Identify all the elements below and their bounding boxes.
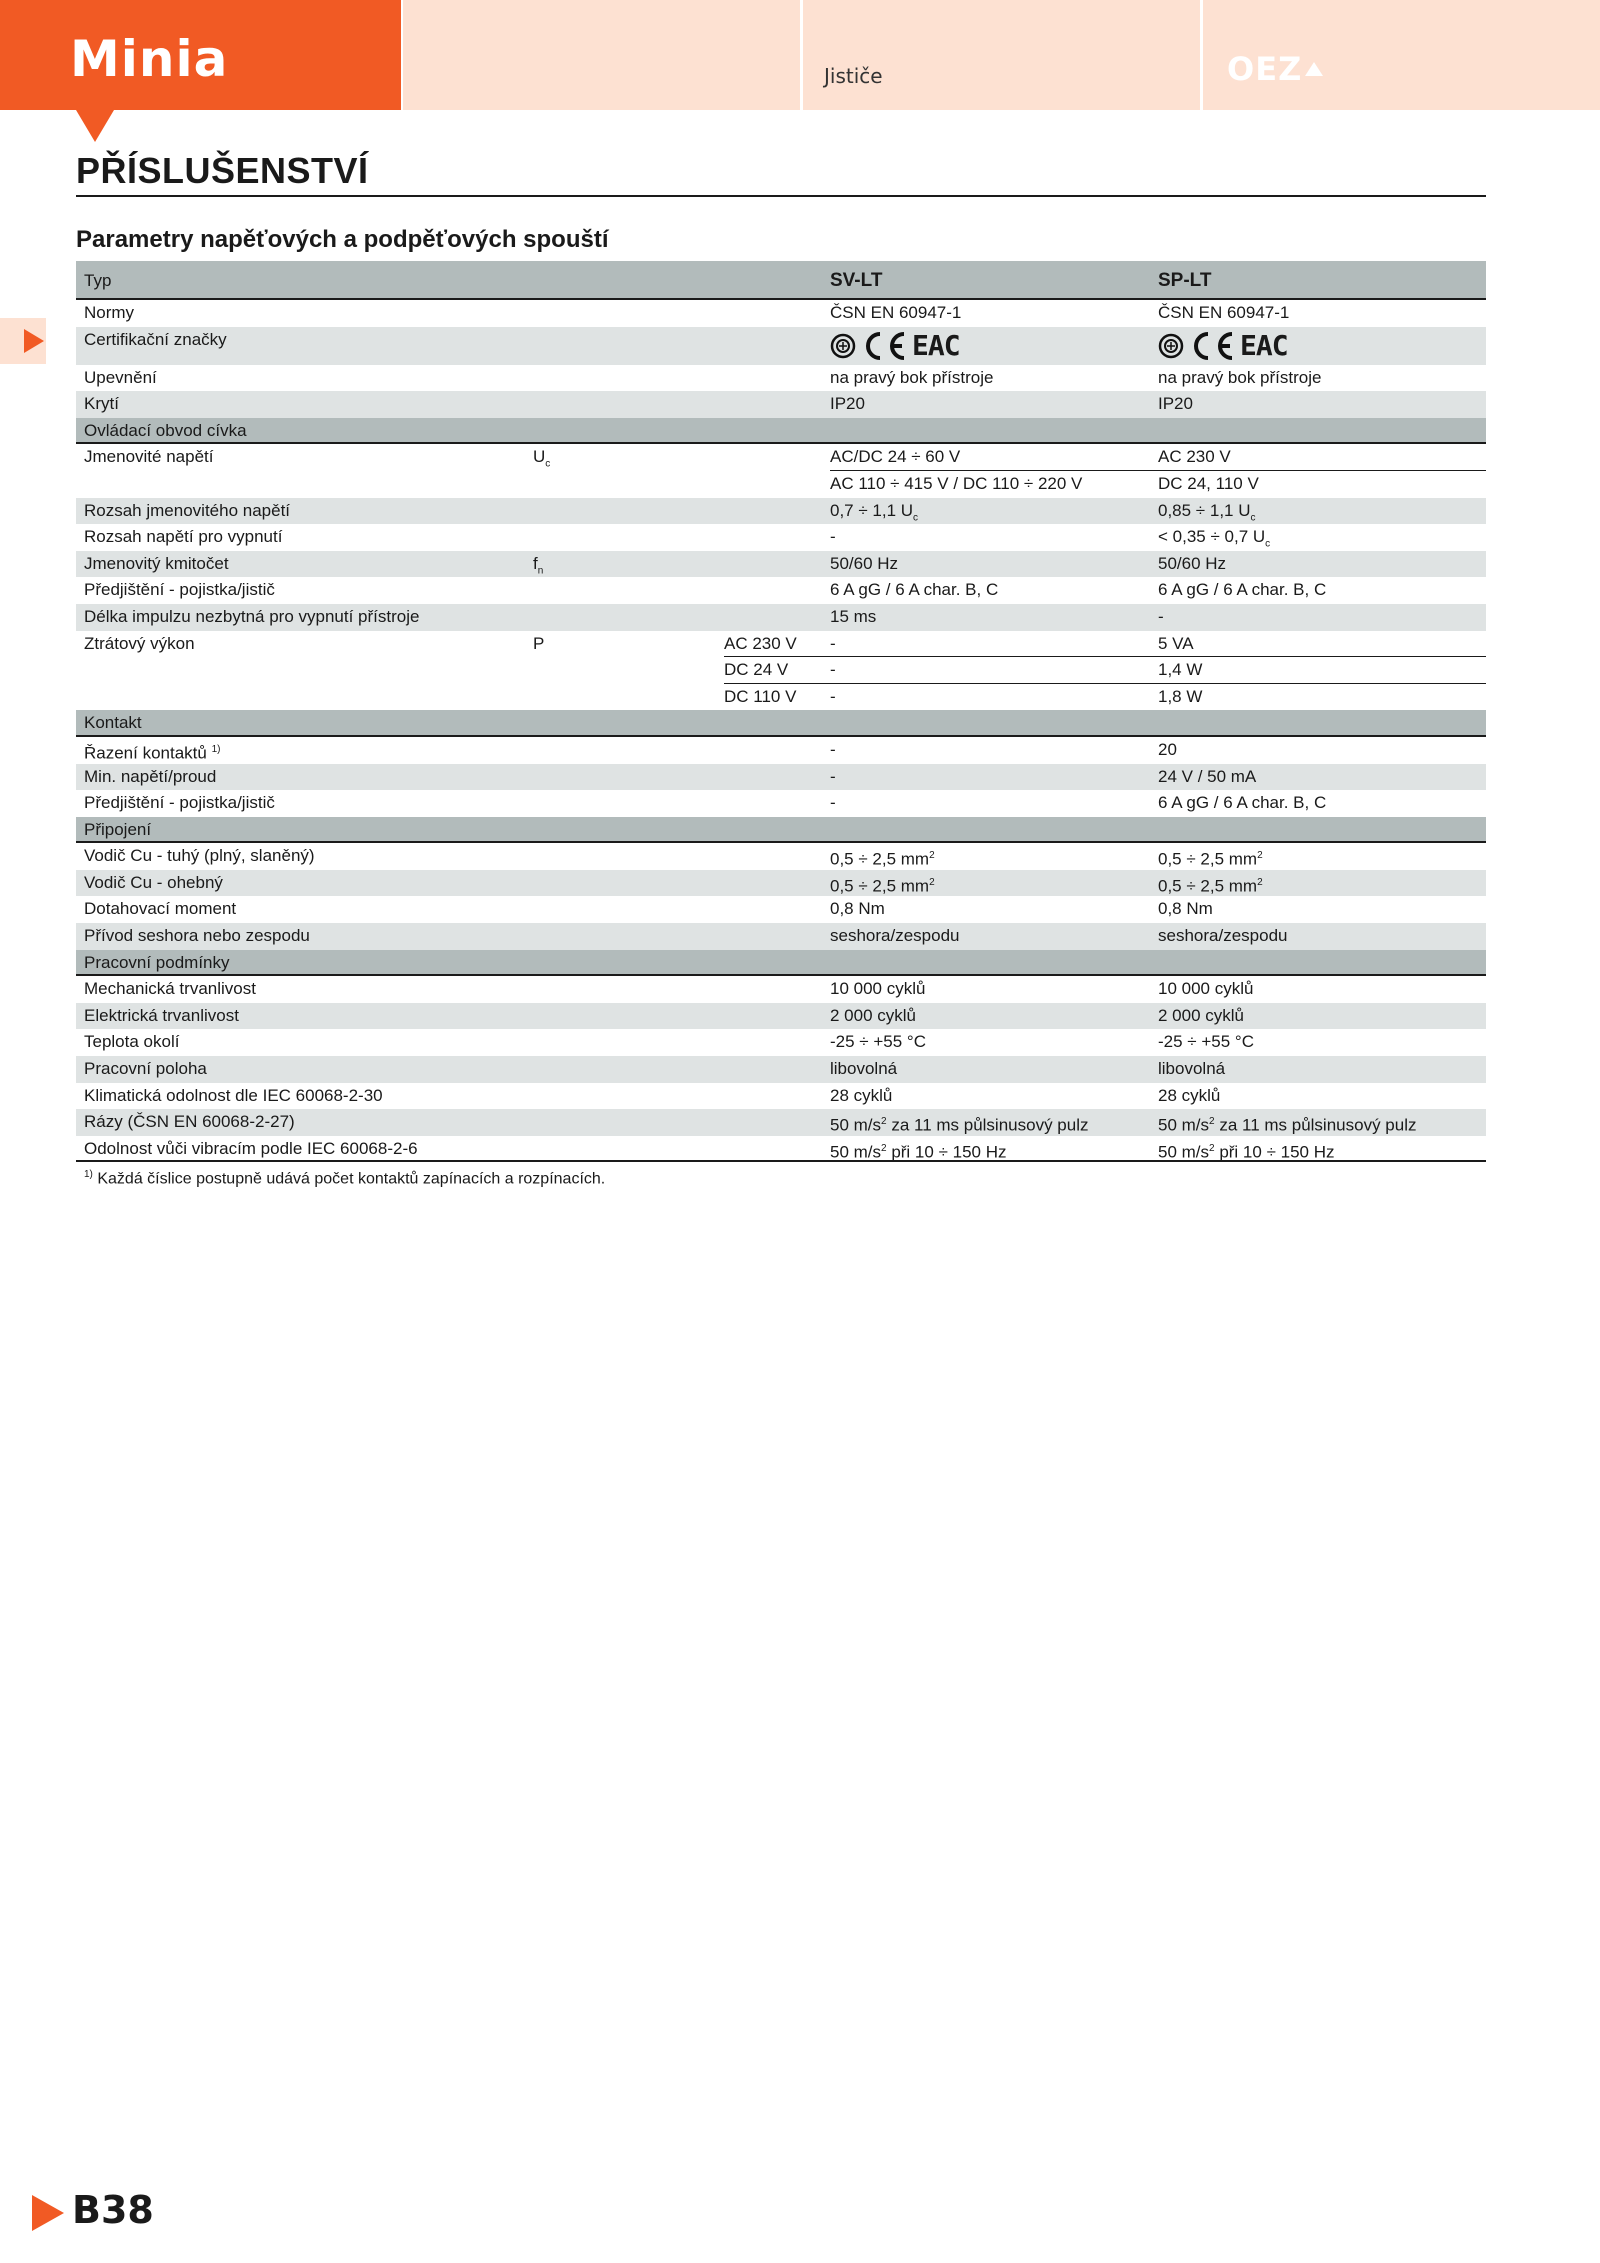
row-symbol: $f_n$ <box>533 553 544 577</box>
cell-sp-lt: 2 000 cyklů <box>1158 1005 1244 1025</box>
cell-sp-lt: libovolná <box>1158 1059 1226 1079</box>
table-row <box>76 1029 1486 1056</box>
row-subcondition: DC 110 V <box>724 686 797 706</box>
group-header-row <box>76 817 1486 844</box>
group-label: Kontakt <box>84 713 142 733</box>
cell-sv-lt: - <box>830 686 836 706</box>
table-row <box>76 764 1486 791</box>
brand-arrow-icon <box>76 110 114 142</box>
table-row <box>76 843 1486 870</box>
eac-mark-icon: EAC <box>912 328 960 362</box>
cell-sp-lt: AC 230 V <box>1158 447 1231 467</box>
cell-sp-lt: na pravý bok přístroje <box>1158 367 1322 387</box>
page-marker-arrow-icon <box>32 2195 64 2231</box>
table-row <box>76 444 1486 471</box>
header-col-sp-lt: SP-LT <box>1158 270 1212 291</box>
table-row <box>76 790 1486 817</box>
side-marker <box>0 318 46 364</box>
cell-sv-lt: AC/DC 24 ÷ 60 V <box>830 447 961 467</box>
cell-sp-lt: 20 <box>1158 739 1177 759</box>
parameters-table <box>76 261 1486 1162</box>
section-title: Parametry napěťových a podpěťových spouští <box>76 226 609 253</box>
cell-sp-lt: 10 000 cyklů <box>1158 979 1254 999</box>
row-label: Předjištění - pojistka/jistič <box>84 793 275 813</box>
cell-sv-lt: - <box>830 633 836 653</box>
cell-sp-lt: 0,5 ÷ 2,5 $mm^2$ <box>1158 849 1263 869</box>
cell-sv-lt: 50 $m/s^2$ při 10 ÷ 150 Hz <box>830 1142 1007 1162</box>
cell-sp-lt: 28 cyklů <box>1158 1085 1221 1105</box>
cell-sp-lt: ČSN EN 60947-1 <box>1158 303 1290 322</box>
cell-sp-lt: 1,4 W <box>1158 660 1203 680</box>
brand-block <box>0 0 401 110</box>
cell-sv-lt: AC 110 ÷ 415 V / DC 110 ÷ 220 V <box>830 473 1083 493</box>
row-label: Vodič Cu - tuhý (plný, slaněný) <box>84 846 315 866</box>
row-subcondition: DC 24 V <box>724 660 789 680</box>
header-logo-cell <box>1203 0 1600 110</box>
cert-circle-icon <box>1158 333 1184 359</box>
row-label: Odolnost vůči vibracím podle IEC 60068-2-6 <box>84 1138 418 1158</box>
page-title: PŘÍSLUŠENSTVÍ <box>76 150 369 191</box>
table-row <box>76 923 1486 950</box>
row-label: Klimatická odolnost dle IEC 60068-2-30 <box>84 1085 383 1105</box>
cert-circle-icon <box>830 333 856 359</box>
cell-sp-lt: 0,85 ÷ 1,1 $U_c$ <box>1158 500 1256 523</box>
table-row <box>76 577 1486 604</box>
cell-sv-lt: 15 ms <box>830 606 877 626</box>
cell-sp-lt: < 0,35 ÷ 0,7 $U_c$ <box>1158 527 1271 550</box>
table-row <box>76 1083 1486 1110</box>
table-header-row <box>76 261 1486 300</box>
header-category-cell <box>803 0 1200 110</box>
row-label: Řazení kontaktů $^{1)}$ <box>84 743 221 763</box>
cell-sv-lt: 0,7 ÷ 1,1 $U_c$ <box>830 500 919 523</box>
cell-sp-lt: seshora/zespodu <box>1158 926 1288 946</box>
cell-sv-lt: - <box>830 793 836 813</box>
cell-sp-lt: 6 A gG / 6 A char. B, C <box>1158 793 1327 813</box>
cell-sv-lt: ČSN EN 60947-1 <box>830 303 962 322</box>
brand-title: Minia <box>70 30 229 88</box>
cell-sp-lt: - <box>1158 606 1164 626</box>
table-row <box>76 471 1486 498</box>
logo-triangle-icon <box>1305 62 1323 76</box>
table-row <box>76 300 1486 327</box>
row-label: Rázy (ČSN EN 60068-2-27) <box>84 1112 295 1132</box>
row-label: Ztrátový výkon <box>84 633 195 653</box>
cell-sv-lt: 0,8 Nm <box>830 899 885 919</box>
row-label: Teplota okolí <box>84 1032 180 1052</box>
header-col-sv-lt: SV-LT <box>830 270 883 291</box>
row-label: Vodič Cu - ohebný <box>84 872 223 892</box>
cell-sp-lt: IP20 <box>1158 394 1193 414</box>
table-row <box>76 551 1486 578</box>
cell-sp-lt: 0,8 Nm <box>1158 899 1213 919</box>
eac-mark-icon: EAC <box>1240 328 1288 362</box>
row-label: Normy <box>84 303 135 322</box>
cell-sp-lt: 5 VA <box>1158 633 1194 653</box>
row-label: Elektrická trvanlivost <box>84 1005 239 1025</box>
cell-sp-lt: 6 A gG / 6 A char. B, C <box>1158 580 1327 600</box>
table-footnote: $^{1)}$ Každá číslice postupně udává počet kontaktů zapínacích a rozpínacích. <box>84 1169 606 1188</box>
cell-sv-lt: libovolná <box>830 1059 898 1079</box>
group-label: Připojení <box>84 819 152 839</box>
row-label: Mechanická trvanlivost <box>84 979 256 999</box>
row-label: Rozsah napětí pro vypnutí <box>84 527 283 547</box>
table-row <box>76 327 1486 365</box>
table-row <box>76 391 1486 418</box>
table-row <box>76 737 1486 764</box>
cell-sp-lt: 1,8 W <box>1158 686 1203 706</box>
row-label: Dotahovací moment <box>84 899 237 919</box>
ce-mark-icon <box>860 331 908 361</box>
table-row <box>76 1003 1486 1030</box>
row-subcondition: AC 230 V <box>724 633 797 653</box>
cell-sv-lt: - <box>830 527 836 547</box>
row-label: Rozsah jmenovitého napětí <box>84 500 291 520</box>
cert-marks-sv-lt <box>830 328 960 362</box>
cell-sp-lt: 50 $m/s^2$ za 11 ms půlsinusový pulz <box>1158 1115 1417 1135</box>
group-header-row <box>76 418 1486 445</box>
cell-sv-lt: 0,5 ÷ 2,5 $mm^2$ <box>830 849 935 869</box>
table-row <box>76 976 1486 1003</box>
row-label: Předjištění - pojistka/jistič <box>84 580 275 600</box>
table-row <box>76 1109 1486 1136</box>
cell-sv-lt: - <box>830 660 836 680</box>
row-label: Certifikační značky <box>84 329 227 349</box>
table-row <box>76 870 1486 897</box>
cell-sv-lt: 2 000 cyklů <box>830 1005 916 1025</box>
row-label: Jmenovité napětí <box>84 447 214 467</box>
table-row <box>76 524 1486 551</box>
cell-sp-lt: 0,5 ÷ 2,5 $mm^2$ <box>1158 876 1263 896</box>
row-label: Min. napětí/proud <box>84 766 217 786</box>
cell-sv-lt: 50/60 Hz <box>830 553 899 573</box>
row-label: Délka impulzu nezbytná pro vypnutí přístroje <box>84 606 420 626</box>
row-label: Upevnění <box>84 367 157 387</box>
group-header-row <box>76 950 1486 977</box>
cell-sv-lt: IP20 <box>830 394 865 414</box>
header-type-label: Typ <box>84 271 112 290</box>
row-symbol: P <box>533 633 545 653</box>
cert-marks-sp-lt <box>1158 328 1288 362</box>
cell-sp-lt: 50 $m/s^2$ při 10 ÷ 150 Hz <box>1158 1142 1335 1162</box>
cell-sp-lt: -25 ÷ +55 °C <box>1158 1032 1254 1052</box>
header-cell-empty <box>403 0 800 110</box>
ce-mark-icon <box>1188 331 1236 361</box>
cell-sv-lt: - <box>830 739 836 759</box>
cell-sv-lt: -25 ÷ +55 °C <box>830 1032 926 1052</box>
group-label: Pracovní podmínky <box>84 952 230 972</box>
group-header-row <box>76 710 1486 737</box>
table-row <box>76 896 1486 923</box>
table-row <box>76 365 1486 392</box>
cell-sp-lt: 24 V / 50 mA <box>1158 766 1257 786</box>
group-label: Ovládací obvod cívka <box>84 420 247 440</box>
cell-sv-lt: 28 cyklů <box>830 1085 893 1105</box>
cell-sv-lt: 6 A gG / 6 A char. B, C <box>830 580 999 600</box>
company-logo: OEZ <box>1227 50 1323 88</box>
row-label: Přívod seshora nebo zespodu <box>84 926 310 946</box>
cell-sv-lt: seshora/zespodu <box>830 926 960 946</box>
table-row <box>76 1136 1486 1163</box>
table-row <box>76 498 1486 525</box>
title-divider <box>76 195 1486 197</box>
cell-sv-lt: - <box>830 766 836 786</box>
cell-sv-lt: 50 $m/s^2$ za 11 ms půlsinusový pulz <box>830 1115 1089 1135</box>
table-row <box>76 604 1486 631</box>
cell-sp-lt: 50/60 Hz <box>1158 553 1227 573</box>
table-row <box>76 631 1486 658</box>
row-label: Jmenovitý kmitočet <box>84 553 229 573</box>
table-row <box>76 657 1486 684</box>
category-label: Jističe <box>824 64 883 88</box>
table-row <box>76 684 1486 711</box>
side-arrow-icon <box>24 329 44 353</box>
row-label: Pracovní poloha <box>84 1059 207 1079</box>
cell-sv-lt: 0,5 ÷ 2,5 $mm^2$ <box>830 876 935 896</box>
page-number: B38 <box>72 2188 154 2232</box>
row-symbol: $U_c$ <box>533 447 551 470</box>
cell-sv-lt: na pravý bok přístroje <box>830 367 994 387</box>
cell-sp-lt: DC 24, 110 V <box>1158 473 1259 493</box>
table-row <box>76 1056 1486 1083</box>
cell-sv-lt: 10 000 cyklů <box>830 979 926 999</box>
row-label: Krytí <box>84 394 119 414</box>
